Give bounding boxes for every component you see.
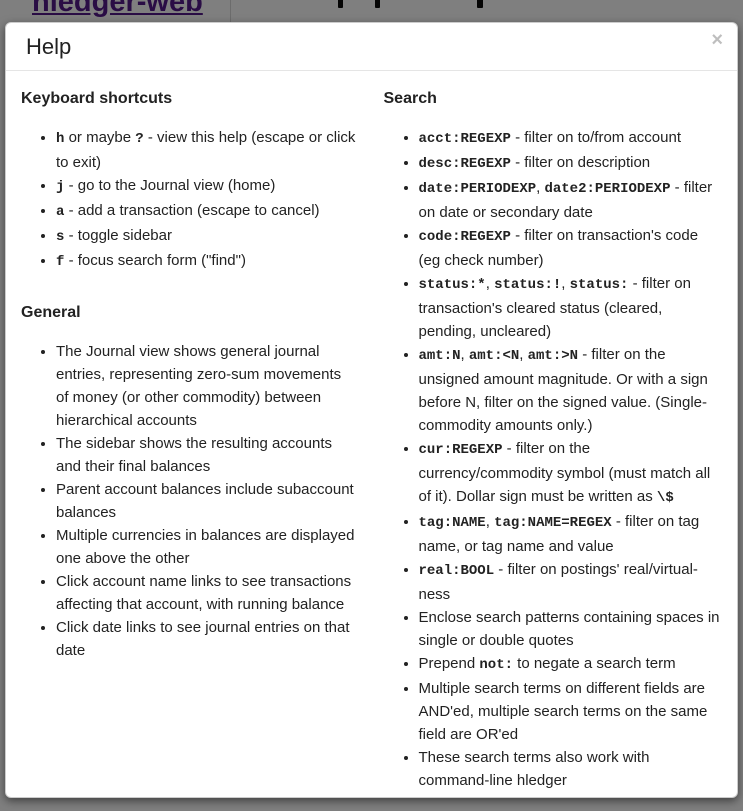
- code-term: status:: [569, 277, 629, 293]
- close-icon[interactable]: ×: [711, 29, 723, 51]
- help-list-item: • real:BOOL - filter on postings' real/virtual-ness: [419, 558, 723, 606]
- code-term: a: [56, 204, 65, 220]
- code-term: amt:>N: [527, 348, 579, 364]
- code-term: real:BOOL: [418, 563, 495, 579]
- help-list-item: • These search terms also work with command-line hledger: [419, 746, 723, 792]
- help-list-item: • code:REGEXP - filter on transaction's code (eg check number): [419, 224, 723, 272]
- help-list-item: • tag:NAME, tag:NAME=REGEX - filter on tag name, or tag name and value: [419, 510, 723, 558]
- help-list: [21, 126, 358, 274]
- help-list-item: • s - toggle sidebar: [56, 224, 358, 249]
- help-list-item: • f - focus search form ("find"): [56, 249, 358, 274]
- code-term: acct:REGEXP: [418, 131, 511, 147]
- help-section: [384, 90, 723, 792]
- section-heading: Keyboard shortcuts: [21, 90, 173, 107]
- help-list-item: • The Journal view shows general journal entries, representing zero-sum movements of money (or other commodity) between hierarchical accounts: [56, 340, 358, 432]
- help-section: [21, 304, 358, 662]
- code-term: amt:<N: [468, 348, 520, 364]
- help-list-item: • amt:N, amt:<N, amt:>N - filter on the unsigned amount magnitude. Or with a sign before N, filter on the signed value. (Single-commodity amounts only.): [419, 343, 723, 437]
- help-list-item: • Multiple currencies in balances are displayed one above the other: [56, 524, 358, 570]
- help-list-item: • The sidebar shows the resulting accounts and their final balances: [56, 432, 358, 478]
- help-list-item: • Parent account balances include subaccount balances: [56, 478, 358, 524]
- help-list-item: • acct:REGEXP - filter on to/from account: [419, 126, 723, 151]
- code-term: tag:NAME=REGEX: [494, 515, 612, 531]
- help-list-item: • j - go to the Journal view (home): [56, 174, 358, 199]
- code-term: status:*: [418, 277, 486, 293]
- help-list: [21, 340, 358, 662]
- code-term: amt:N: [418, 348, 461, 364]
- help-list-item: • desc:REGEXP - filter on description: [419, 151, 723, 176]
- help-list-item: • a - add a transaction (escape to cancel): [56, 199, 358, 224]
- help-list-item: • Enclose search patterns containing spaces in single or double quotes: [419, 606, 723, 652]
- code-term: \$: [656, 490, 674, 506]
- help-modal: [5, 22, 738, 798]
- section-heading: Search: [383, 90, 437, 107]
- help-list-item: • Click date links to see journal entries on that date: [56, 616, 358, 662]
- help-list-item: • Click account name links to see transactions affecting that account, with running balance: [56, 570, 358, 616]
- code-term: status:!: [494, 277, 562, 293]
- modal-title: Help: [26, 34, 72, 59]
- code-term: ?: [135, 131, 144, 147]
- code-term: date:PERIODEXP: [418, 181, 537, 197]
- code-term: desc:REGEXP: [418, 156, 511, 172]
- help-list-item: • cur:REGEXP - filter on the currency/commodity symbol (must match all of it). Dollar sign must be written as \$: [419, 437, 723, 510]
- code-term: j: [56, 179, 65, 195]
- help-section: [21, 90, 358, 274]
- right-column: [372, 90, 723, 798]
- code-term: tag:NAME: [418, 515, 486, 531]
- left-column: [21, 90, 372, 798]
- section-heading: General: [21, 304, 81, 321]
- help-list: [384, 126, 723, 792]
- code-term: f: [56, 254, 65, 270]
- code-term: cur:REGEXP: [418, 442, 503, 458]
- help-list-item: • Multiple search terms on different fields are AND'ed, multiple search terms on the same field are OR'ed: [419, 677, 723, 746]
- help-list-item: • status:*, status:!, status: - filter on transaction's cleared status (cleared, pending, uncleared): [419, 272, 723, 343]
- code-term: h: [56, 131, 65, 147]
- code-term: s: [56, 229, 65, 245]
- code-term: not:: [479, 657, 513, 673]
- help-list-item: • date:PERIODEXP, date2:PERIODEXP - filter on date or secondary date: [419, 176, 723, 224]
- help-list-item: • h or maybe ? - view this help (escape or click to exit): [56, 126, 358, 174]
- code-term: date2:PERIODEXP: [544, 181, 671, 197]
- modal-body: [6, 71, 737, 798]
- code-term: code:REGEXP: [418, 229, 511, 245]
- help-list-item: • Prepend not: to negate a search term: [419, 652, 723, 677]
- modal-header: [6, 23, 737, 71]
